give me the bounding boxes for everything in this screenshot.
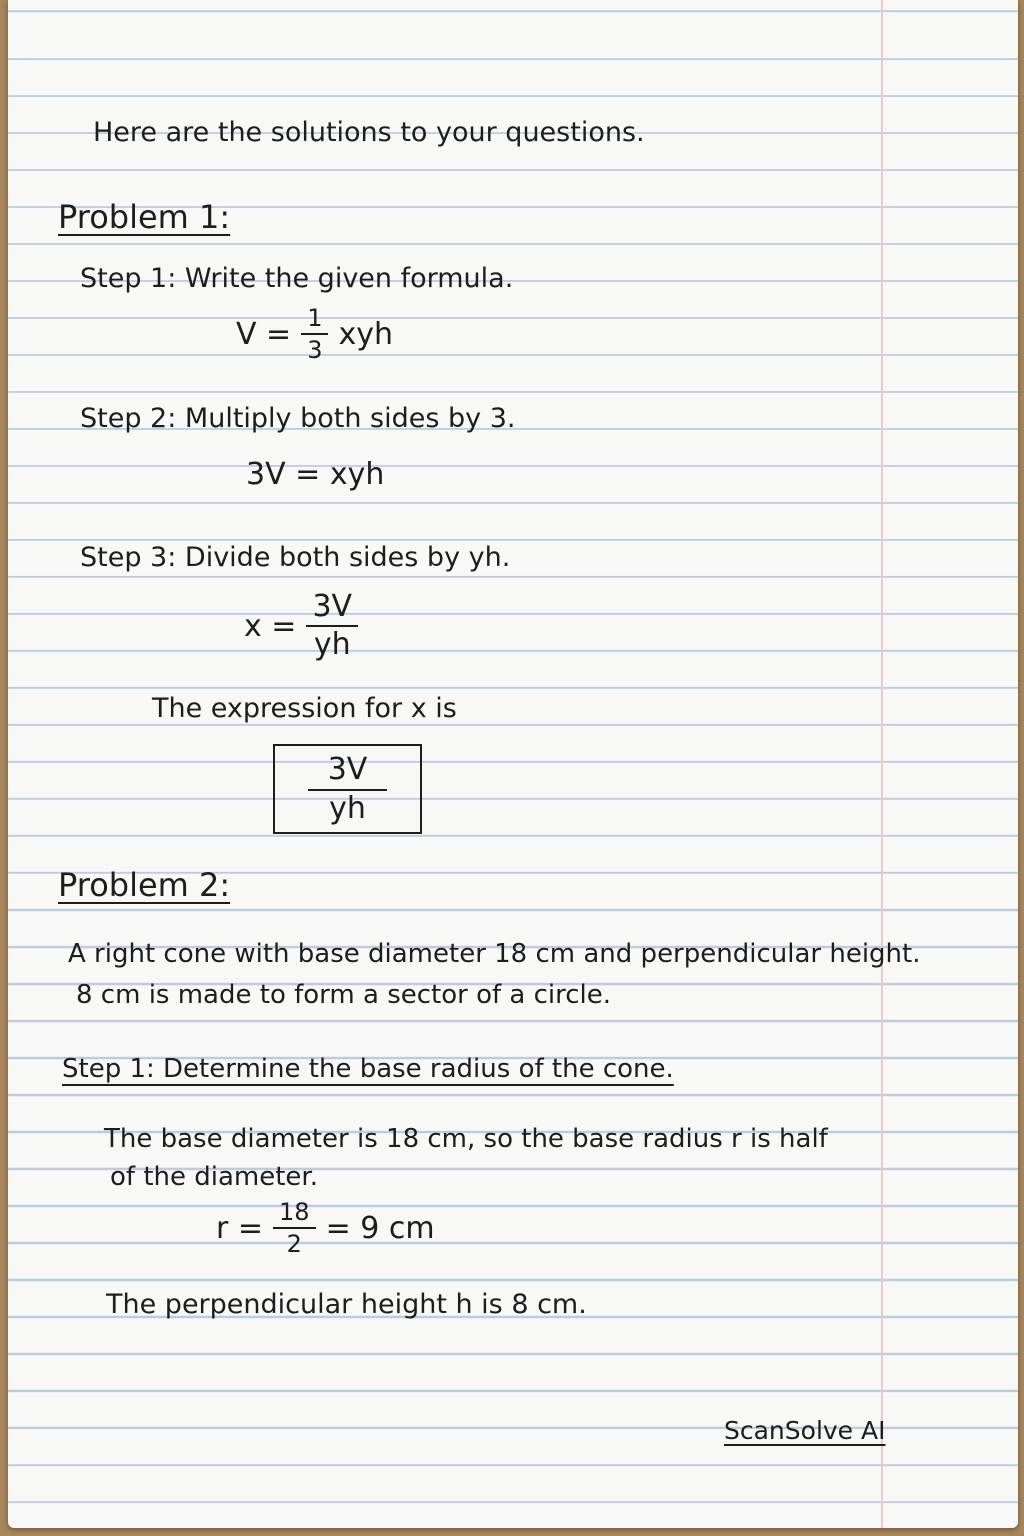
formula-rhs: xyh xyxy=(338,316,394,352)
explanation-line-1: The base diameter is 18 cm, so the base radius r is half xyxy=(104,1124,828,1154)
explanation-line-2: of the diameter. xyxy=(110,1162,318,1192)
radius-lhs: r = xyxy=(216,1210,264,1246)
problem-1-step-2: Step 2: Multiply both sides by 3. xyxy=(80,403,516,434)
problem-1-step-1: Step 1: Write the given formula. xyxy=(80,263,514,294)
formula-fraction xyxy=(301,306,328,362)
intro-text: Here are the solutions to your questions. xyxy=(93,117,645,148)
formula-equation xyxy=(236,306,393,362)
fraction-numerator: 3V xyxy=(306,592,358,627)
solve-x-lhs: x = xyxy=(244,608,297,644)
answer-box xyxy=(273,744,422,834)
problem-1-step-3: Step 3: Divide both sides by yh. xyxy=(80,542,511,573)
radius-rhs: = 9 cm xyxy=(325,1210,435,1246)
scansolve-watermark: ScanSolve AI xyxy=(724,1416,886,1445)
fraction-denominator: 2 xyxy=(286,1230,302,1258)
notebook-page xyxy=(8,0,1018,1528)
problem-2-step-1: Step 1: Determine the base radius of the cone. xyxy=(62,1054,674,1084)
solve-x-fraction xyxy=(306,589,358,662)
problem-1-heading: Problem 1: xyxy=(58,198,231,236)
height-text: The perpendicular height h is 8 cm. xyxy=(106,1289,587,1320)
equation-3v-xyh: 3V = xyh xyxy=(246,457,385,492)
conclusion-text: The expression for x is xyxy=(152,693,457,724)
fraction-numerator: 3V xyxy=(308,755,388,791)
radius-fraction xyxy=(273,1200,316,1256)
radius-equation xyxy=(216,1200,435,1256)
answer-fraction xyxy=(308,751,388,826)
problem-2-heading: Problem 2: xyxy=(58,866,231,904)
problem-2-statement-line-1: A right cone with base diameter 18 cm and perpendicular height. xyxy=(68,939,921,969)
fraction-numerator: 18 xyxy=(273,1200,316,1229)
margin-line xyxy=(881,0,883,1528)
fraction-denominator: 3 xyxy=(307,336,323,364)
fraction-numerator: 1 xyxy=(301,306,328,335)
fraction-denominator: yh xyxy=(329,790,366,826)
fraction-denominator: yh xyxy=(313,627,351,662)
solve-x-equation xyxy=(244,589,358,662)
problem-2-statement-line-2: 8 cm is made to form a sector of a circle. xyxy=(76,980,612,1010)
formula-lhs: V = xyxy=(236,316,292,352)
